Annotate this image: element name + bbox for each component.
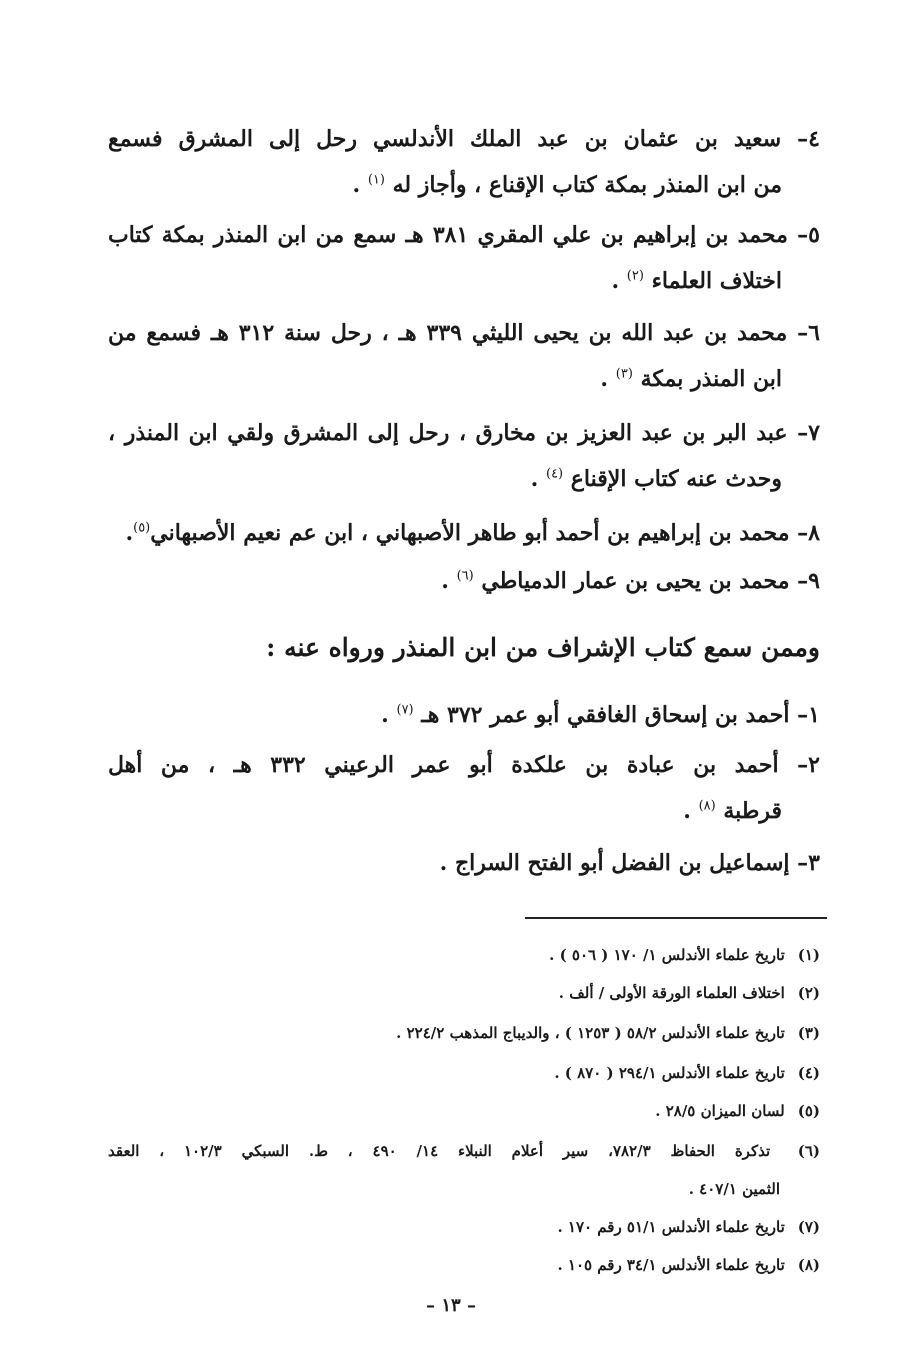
- footnote-text: تاريخ علماء الأندلس ٣٤/١ رقم ١٠٥ .: [557, 1256, 785, 1274]
- item-text: من ابن المنذر بمكة كتاب الإقناع ، وأجاز له: [392, 172, 782, 198]
- list-item-line: [108, 212, 820, 258]
- item-end: .: [125, 520, 134, 546]
- item-text: سعيد بن عثمان بن عبد الملك الأندلسي رحل إلى المشرق فسمع: [108, 126, 782, 152]
- item-end: .: [611, 268, 627, 294]
- footnote-number: (٤): [797, 1064, 820, 1082]
- list-item: [108, 692, 820, 738]
- list-item-line: [108, 456, 820, 502]
- item-text: أحمد بن عبادة بن علكدة أبو عمر الرعيني ٣٣٢ هـ ، من أهل: [108, 752, 779, 778]
- footnote-ref: (١): [367, 172, 385, 188]
- page-number: – ١٣ –: [426, 1295, 476, 1316]
- list-item: [108, 510, 820, 556]
- list-item: [108, 410, 820, 502]
- item-text: إسماعيل بن الفضل أبو الفتح السراج .: [439, 850, 790, 876]
- item-end: .: [683, 798, 699, 824]
- item-text: محمد بن إبراهيم بن علي المقري ٣٨١ هـ سمع من ابن المنذر بمكة كتاب: [108, 222, 788, 248]
- footnote-number: (٢): [797, 984, 820, 1002]
- item-text: اختلاف العلماء: [651, 268, 782, 294]
- footnote-number: (١): [797, 946, 820, 964]
- list-item-line: [108, 742, 820, 788]
- footnote: [108, 974, 820, 1012]
- item-number: ٩–: [797, 568, 820, 594]
- footnote: [108, 1132, 820, 1208]
- footnote: [108, 1092, 820, 1130]
- item-text: محمد بن إبراهيم بن أحمد أبو طاهر الأصبهاني ، ابن عم نعيم الأصبهاني: [150, 520, 790, 546]
- footnote-ref: (٤): [545, 466, 564, 482]
- item-text: وحدث عنه كتاب الإقناع: [570, 466, 782, 492]
- footnote-number: (٣): [797, 1024, 820, 1042]
- footnote-text: اختلاف العلماء الورقة الأولى / ألف .: [558, 984, 785, 1002]
- item-text: محمد بن يحيى بن عمار الدمياطي: [481, 568, 790, 594]
- item-text: أحمد بن إسحاق الغافقي أبو عمر ٣٧٢ هـ: [421, 702, 790, 728]
- item-end: .: [352, 172, 368, 198]
- item-text: محمد بن عبد الله بن يحيى الليثي ٣٣٩ هـ ، رحل سنة ٣١٢ هـ فسمع من: [108, 320, 788, 346]
- list-item-line: [108, 356, 820, 402]
- footnote: [108, 1054, 820, 1092]
- list-item: [108, 840, 820, 886]
- list-item: [108, 742, 820, 834]
- footnote-line: [108, 1132, 820, 1170]
- footnote-text: لسان الميزان ٢٨/٥ .: [655, 1102, 785, 1120]
- footnote-text: تاريخ علماء الأندلس ٢٩٤/١ ( ٨٧٠ ) .: [554, 1064, 785, 1082]
- item-text: ابن المنذر بمكة: [640, 366, 782, 392]
- footnote-ref: (٦): [456, 568, 474, 584]
- list-item-line: [108, 788, 820, 834]
- list-item-line: [108, 840, 820, 886]
- list-item-line: [108, 258, 820, 304]
- list-item: [108, 310, 820, 402]
- footnote-text: تاريخ علماء الأندلس ٥١/١ رقم ١٧٠ .: [557, 1218, 785, 1236]
- list-item: [108, 212, 820, 304]
- list-item-line: [108, 692, 820, 738]
- footnote-text: تاريخ علماء الأندلس ١/ ١٧٠ ( ٥٠٦ ) .: [549, 946, 785, 964]
- footnote-ref: (٥): [133, 520, 151, 536]
- footnote-number: (٧): [797, 1218, 820, 1236]
- item-text: قرطبة: [723, 798, 782, 824]
- footnote: [108, 1014, 820, 1052]
- footnote-number: (٦): [797, 1142, 820, 1160]
- list-item: [108, 558, 820, 604]
- list-item-line: [108, 310, 820, 356]
- footnote-number: (٨): [797, 1256, 820, 1274]
- list-item-line: [108, 510, 820, 556]
- footnote-number: (٥): [797, 1102, 820, 1120]
- footnote: [108, 936, 820, 974]
- footnote-separator: [525, 917, 827, 919]
- footnote-text: تذكرة الحفاظ ٧٨٢/٣، سير أعلام النبلاء ١٤/ ٤٩٠ ، ط. السبكي ١٠٢/٣ ، العقد: [108, 1142, 771, 1160]
- item-end: .: [530, 466, 546, 492]
- footnote-ref: (٣): [615, 366, 633, 382]
- item-number: ٤–: [797, 126, 820, 152]
- footnote-ref: (٢): [626, 268, 644, 284]
- item-number: ٣–: [797, 850, 820, 876]
- item-end: .: [381, 702, 397, 728]
- footnote-ref: (٨): [698, 798, 716, 814]
- item-number: ٧–: [797, 420, 820, 446]
- item-number: ٢–: [797, 752, 820, 778]
- list-item: [108, 116, 820, 208]
- footnote: [108, 1208, 820, 1246]
- footnote: [108, 1246, 820, 1284]
- item-text: عبد البر بن عبد العزيز بن مخارق ، رحل إلى المشرق ولقي ابن المنذر ،: [108, 420, 788, 446]
- item-end: .: [441, 568, 457, 594]
- footnote-text: تاريخ علماء الأندلس ٥٨/٢ ( ١٢٥٣ ) ، والديباج المذهب ٢٢٤/٢ .: [396, 1024, 785, 1042]
- section-heading: وممن سمع كتاب الإشراف من ابن المنذر ورواه عنه :: [266, 633, 820, 662]
- footnote-line: [108, 1170, 820, 1208]
- list-item-line: [108, 116, 820, 162]
- list-item-line: [108, 410, 820, 456]
- footnote-ref: (٧): [396, 702, 414, 718]
- footnote-text: الثمين ٤٠٧/١ .: [688, 1180, 780, 1198]
- list-item-line: [108, 558, 820, 604]
- item-number: ٨–: [797, 520, 820, 546]
- list-item-line: [108, 162, 820, 208]
- item-number: ٥–: [797, 222, 820, 248]
- item-number: ٦–: [797, 320, 820, 346]
- item-number: ١–: [797, 702, 820, 728]
- item-end: .: [600, 366, 616, 392]
